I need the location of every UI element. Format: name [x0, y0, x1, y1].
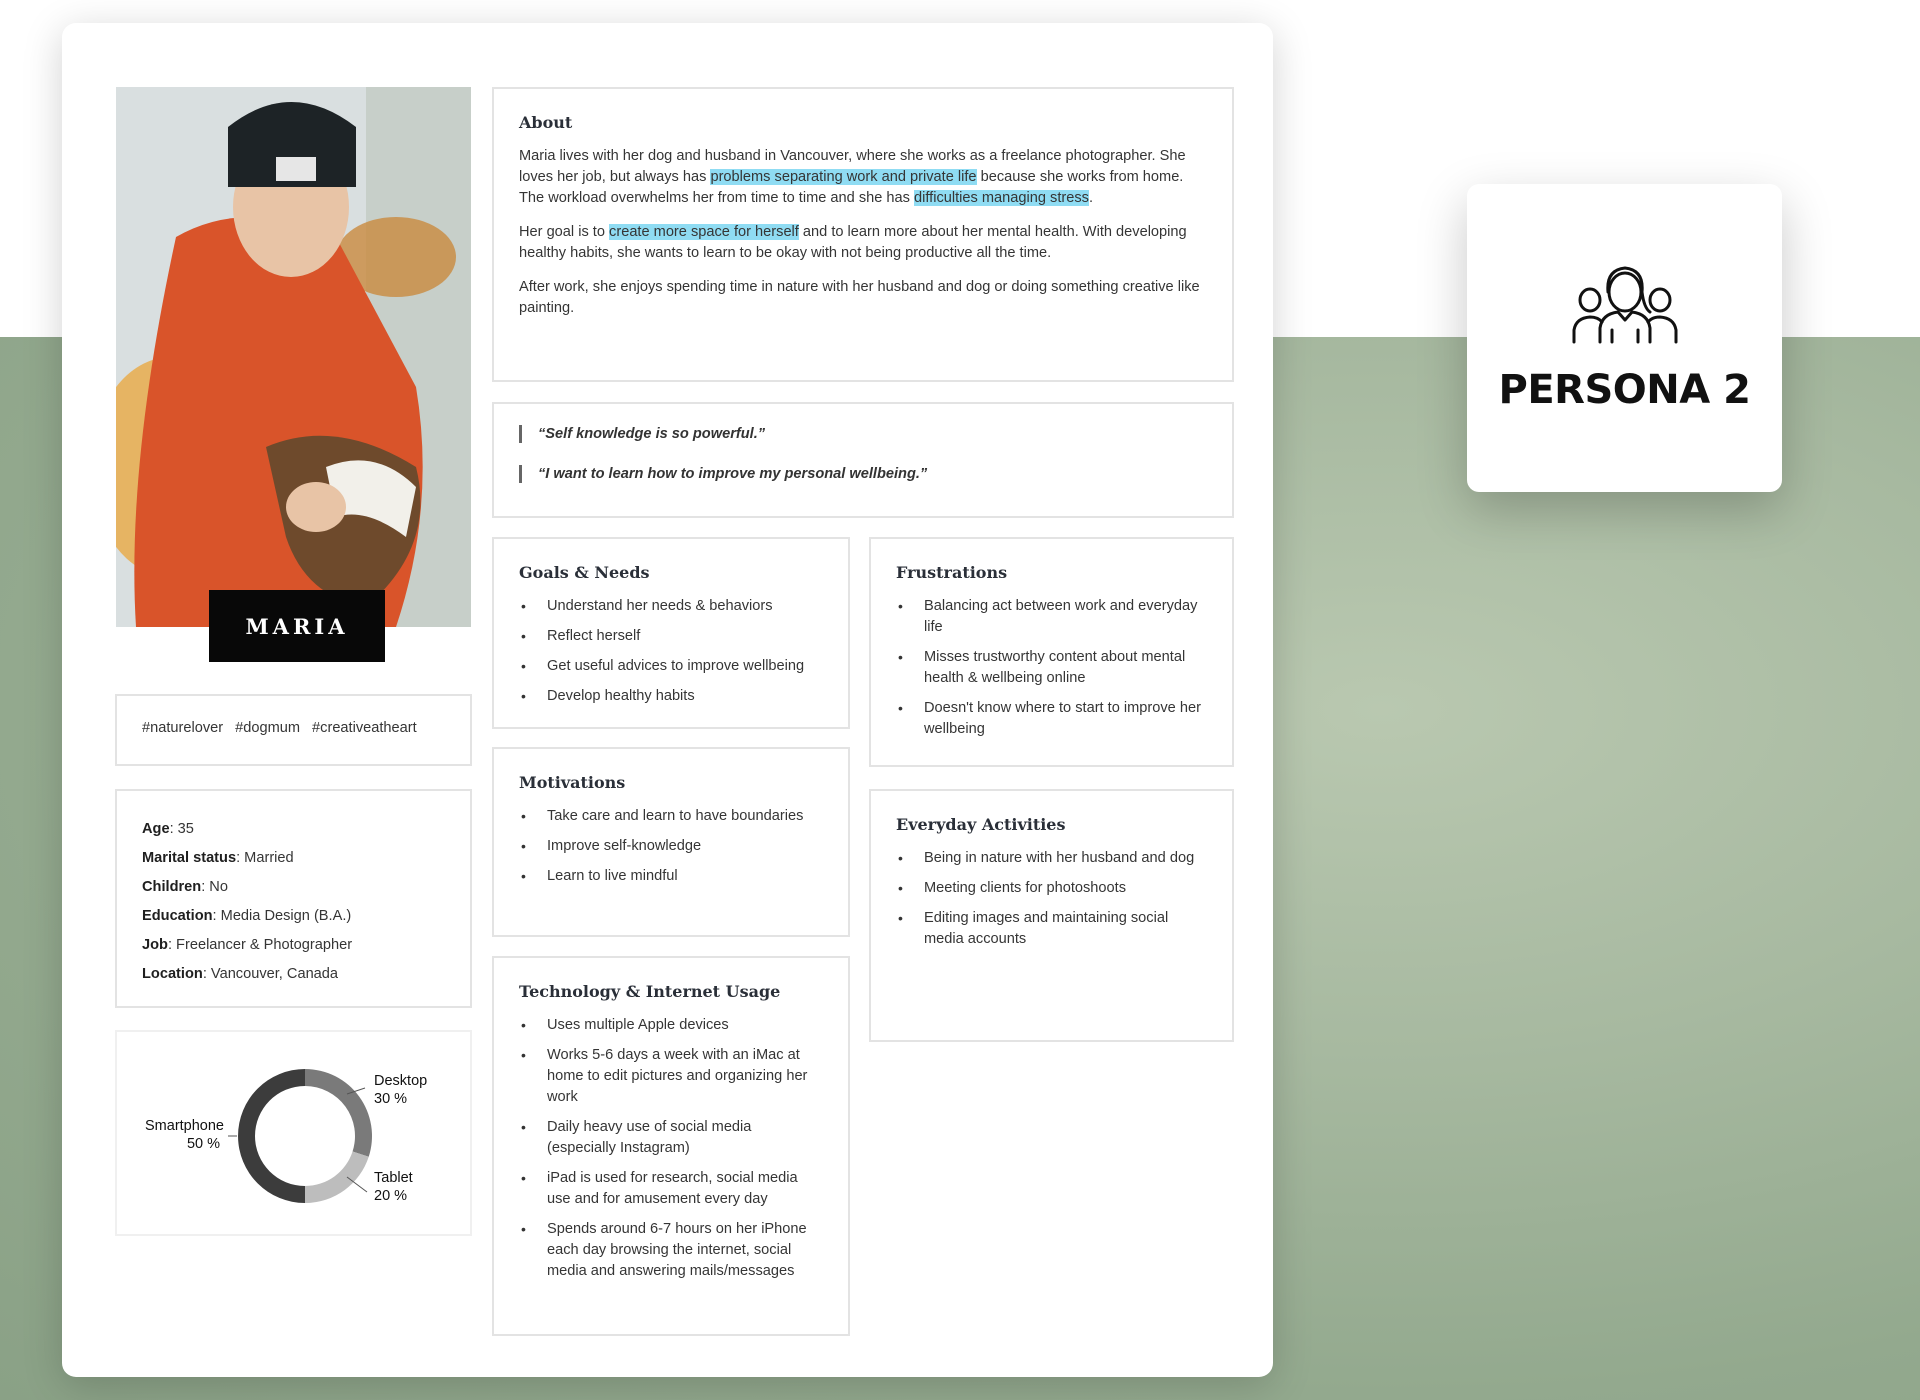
highlight: difficulties managing stress	[914, 190, 1089, 206]
slice-label: Smartphone	[145, 1118, 224, 1134]
list-item: • Take care and learn to have boundaries	[519, 806, 823, 827]
slice-label: Desktop	[374, 1073, 428, 1089]
hashtag: #naturelover	[142, 720, 224, 736]
everyday-title: Everyday Activities	[896, 815, 1066, 834]
persona-badge	[1467, 184, 1782, 492]
about-paragraph: After work, she enjoys spending time in nature with her husband and dog or doing something creative like painting.	[519, 279, 1200, 316]
list-item: • Get useful advices to improve wellbeing	[519, 656, 823, 677]
demographic-row: Age: 35	[142, 821, 194, 837]
demographic-row: Education: Media Design (B.A.)	[142, 908, 352, 924]
about-box	[492, 87, 1234, 382]
group-icon	[1570, 262, 1680, 347]
demographic-row: Job: Freelancer & Photographer	[142, 937, 353, 953]
technology-box	[492, 956, 850, 1336]
list-item: • Misses trustworthy content about mental health & wellbeing online	[896, 647, 1207, 689]
donut-slice-smartphone	[238, 1069, 305, 1203]
list-item: • Reflect herself	[519, 626, 823, 647]
list-item: • Improve self-knowledge	[519, 836, 823, 857]
list-item: • Daily heavy use of social media (especially Instagram)	[519, 1117, 823, 1159]
goals-title: Goals & Needs	[519, 563, 650, 582]
slice-label: Tablet	[374, 1170, 413, 1186]
frustrations-box	[869, 537, 1234, 767]
donut-chart	[117, 1032, 470, 1234]
technology-title: Technology & Internet Usage	[519, 982, 781, 1001]
donut-slice-tablet	[305, 1151, 369, 1203]
goals-box	[492, 537, 850, 729]
demographic-row: Children: No	[142, 879, 228, 895]
device-usage-chart	[115, 1030, 472, 1236]
name-label	[209, 590, 385, 662]
donut-slice-desktop	[305, 1069, 372, 1157]
hashtag: #dogmum	[235, 720, 301, 736]
list-item: • Meeting clients for photoshoots	[896, 878, 1207, 899]
highlight: problems separating work and private life	[710, 169, 977, 185]
about-paragraph: Her goal is to create more space for herself and to learn more about her mental health. With developing healthy habits, she wants to learn to be okay with not being productive all the time.	[519, 224, 1187, 261]
list-item: • Works 5-6 days a week with an iMac at home to edit pictures and organizing her work	[519, 1045, 823, 1108]
everyday-box	[869, 789, 1234, 1042]
hashtag: #creativeatheart	[312, 720, 417, 736]
list-item: • Balancing act between work and everyday life	[896, 596, 1207, 638]
list-item: • Understand her needs & behaviors	[519, 596, 823, 617]
persona-name: MARIA	[245, 613, 349, 639]
motivations-box	[492, 747, 850, 937]
slice-value-label: 30 %	[374, 1091, 408, 1107]
frustrations-title: Frustrations	[896, 563, 1008, 582]
motivations-title: Motivations	[519, 773, 626, 792]
hashtags-box	[115, 694, 472, 766]
demographic-row: Marital status: Married	[142, 850, 294, 866]
persona-badge-label: PERSONA 2	[1498, 367, 1751, 413]
quote: “I want to learn how to improve my personal wellbeing.”	[519, 465, 1207, 483]
list-item: • Uses multiple Apple devices	[519, 1015, 823, 1036]
list-item: • Learn to live mindful	[519, 866, 823, 887]
list-item: • Being in nature with her husband and dog	[896, 848, 1207, 869]
slice-value-label: 50 %	[186, 1136, 220, 1152]
slice-value-label: 20 %	[374, 1188, 408, 1204]
persona-card	[62, 23, 1273, 1377]
list-item: • Spends around 6-7 hours on her iPhone each day browsing the internet, social media and answering mails/messages	[519, 1219, 823, 1282]
highlight: create more space for herself	[609, 224, 799, 240]
profile-photo	[116, 87, 471, 627]
list-item: • Develop healthy habits	[519, 686, 823, 707]
list-item: • Doesn't know where to start to improve her wellbeing	[896, 698, 1207, 740]
demographics-box	[115, 789, 472, 1008]
quotes-box	[492, 402, 1234, 518]
list-item: • Editing images and maintaining social media accounts	[896, 908, 1207, 950]
about-paragraph: Maria lives with her dog and husband in Vancouver, where she works as a freelance photographer. She loves her job, but always has problems separating work and private life because she works from home. The workload overwhelms her from time to time and she has difficulties managing stress.	[519, 148, 1186, 206]
list-item: • iPad is used for research, social media use and for amusement every day	[519, 1168, 823, 1210]
demographic-row: Location: Vancouver, Canada	[142, 966, 339, 982]
woman-with-dog-photo	[116, 87, 471, 627]
about-title: About	[519, 113, 573, 132]
quote: “Self knowledge is so powerful.”	[519, 425, 1207, 443]
